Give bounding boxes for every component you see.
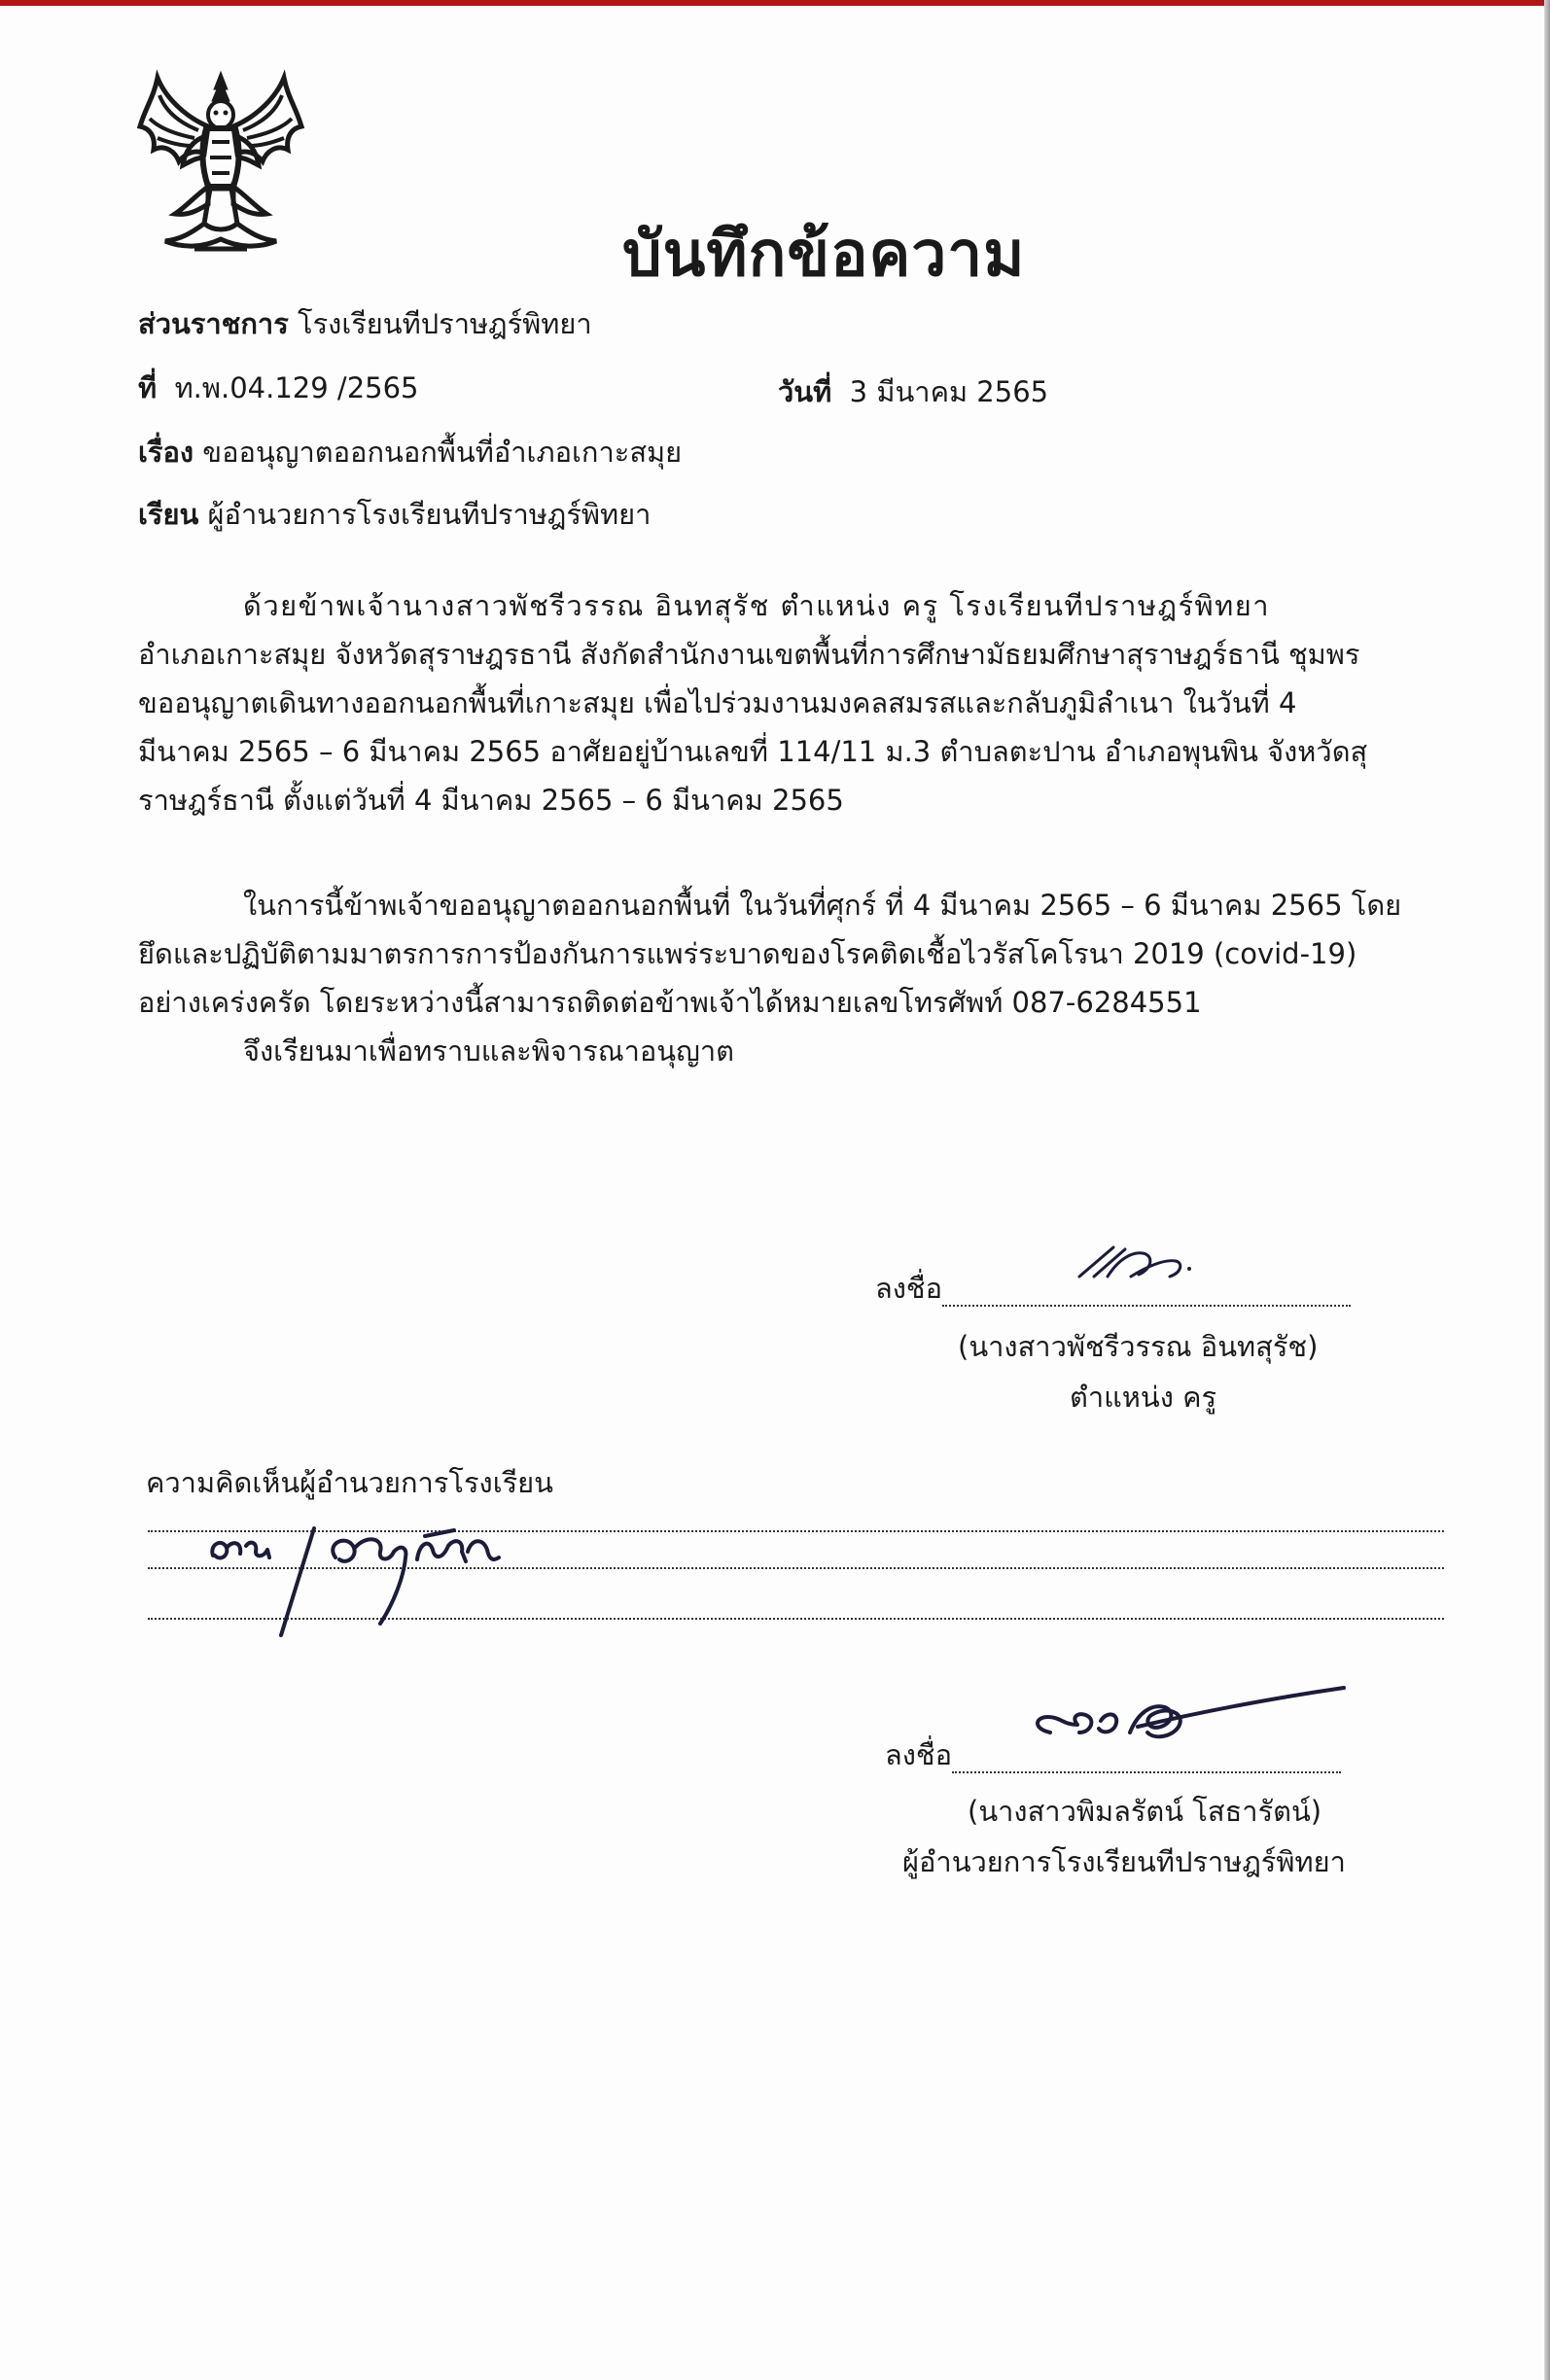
- to-value: ผู้อำนวยการโรงเรียนทีปราษฎร์พิทยา: [207, 498, 652, 531]
- body-paragraph-1: [138, 581, 1446, 824]
- to-row: [138, 492, 651, 537]
- director-name: (นางสาวพิมลรัตน์ โสธารัตน์): [968, 1795, 1322, 1828]
- date-value: 3 มีนาคม 2565: [849, 375, 1049, 408]
- para1-line: ราษฎร์ธานี ตั้งแต่วันที่ 4 มีนาคม 2565 – 6 มีนาคม 2565: [138, 784, 844, 817]
- requester-name: (นางสาวพัชรีวรรณ อินทสุรัช): [958, 1330, 1319, 1363]
- ref-row: [138, 366, 419, 410]
- subject-label: เรื่อง: [138, 436, 194, 469]
- agency-value: โรงเรียนทีปราษฎร์พิทยา: [298, 307, 592, 340]
- subject-value: ขออนุญาตออกนอกพื้นที่อำเภอเกาะสมุย: [202, 436, 683, 469]
- director-opinion-label: ความคิดเห็นผู้อำนวยการโรงเรียน: [146, 1466, 553, 1499]
- director-signature: [1021, 1682, 1352, 1760]
- date-label: วันที่: [778, 375, 832, 408]
- memo-title: บันทึกข้อความ: [622, 219, 1026, 291]
- requester-signature: [1074, 1240, 1201, 1288]
- para2-line: ยึดและปฏิบัติตามมาตรการการป้องกันการแพร่ระบาดของโรคติดเชื้อไวรัสโคโรนา 2019 (covid-19): [138, 937, 1357, 970]
- para1-line: ด้วยข้าพเจ้านางสาวพัชรีวรรณ อินทสุรัช ตำแหน่ง ครู โรงเรียนทีปราษฎร์พิทยา: [243, 589, 1271, 622]
- ref-label: ที่: [138, 371, 158, 404]
- para1-line: มีนาคม 2565 – 6 มีนาคม 2565 อาศัยอยู่บ้านเลขที่ 114/11 ม.3 ตำบลตะปาน อำเภอพุนพิน จังหวัดสุ: [138, 735, 1368, 768]
- page-top-edge: [0, 0, 1550, 6]
- director-position: ผู้อำนวยการโรงเรียนทีปราษฎร์พิทยา: [902, 1845, 1346, 1878]
- to-label: เรียน: [138, 498, 199, 531]
- para1-line: ขออนุญาตเดินทางออกนอกพื้นที่เกาะสมุย เพื่อไปร่วมงานมงคลสมรสและกลับภูมิลำเนา ในวันที่ 4: [138, 686, 1297, 719]
- director-sign-label: ลงชื่อ: [885, 1738, 953, 1771]
- closing-line: จึงเรียนมาเพื่อทราบและพิจารณาอนุญาต: [243, 1034, 734, 1068]
- requester-sign-label: ลงชื่อ: [875, 1272, 943, 1305]
- body-paragraph-2: [138, 881, 1446, 1075]
- ref-value: ท.พ.04.129 /2565: [174, 371, 419, 404]
- page-right-edge: [1544, 0, 1550, 2380]
- agency-row: [138, 301, 592, 346]
- para2-line: อย่างเคร่งครัด โดยระหว่างนี้สามารถติดต่อข้าพเจ้าได้หมายเลขโทรศัพท์ 087-6284551: [138, 986, 1202, 1019]
- agency-label: ส่วนราชการ: [138, 307, 289, 340]
- para1-line: อำเภอเกาะสมุย จังหวัดสุราษฎรธานี สังกัดสำนักงานเขตพื้นที่การศึกษามัธยมศึกษาสุราษฎร์ธานี ชุมพร: [138, 638, 1360, 671]
- requester-position: ตำแหน่ง ครู: [1070, 1381, 1217, 1414]
- date-row: [778, 369, 1048, 414]
- para2-line: ในการนี้ข้าพเจ้าขออนุญาตออกนอกพื้นที่ ในวันที่ศุกร์ ที่ 4 มีนาคม 2565 – 6 มีนาคม 2565 โดย: [243, 889, 1402, 922]
- director-handwritten-opinion: [199, 1517, 569, 1653]
- subject-row: [138, 430, 682, 474]
- garuda-emblem-icon: [136, 68, 306, 258]
